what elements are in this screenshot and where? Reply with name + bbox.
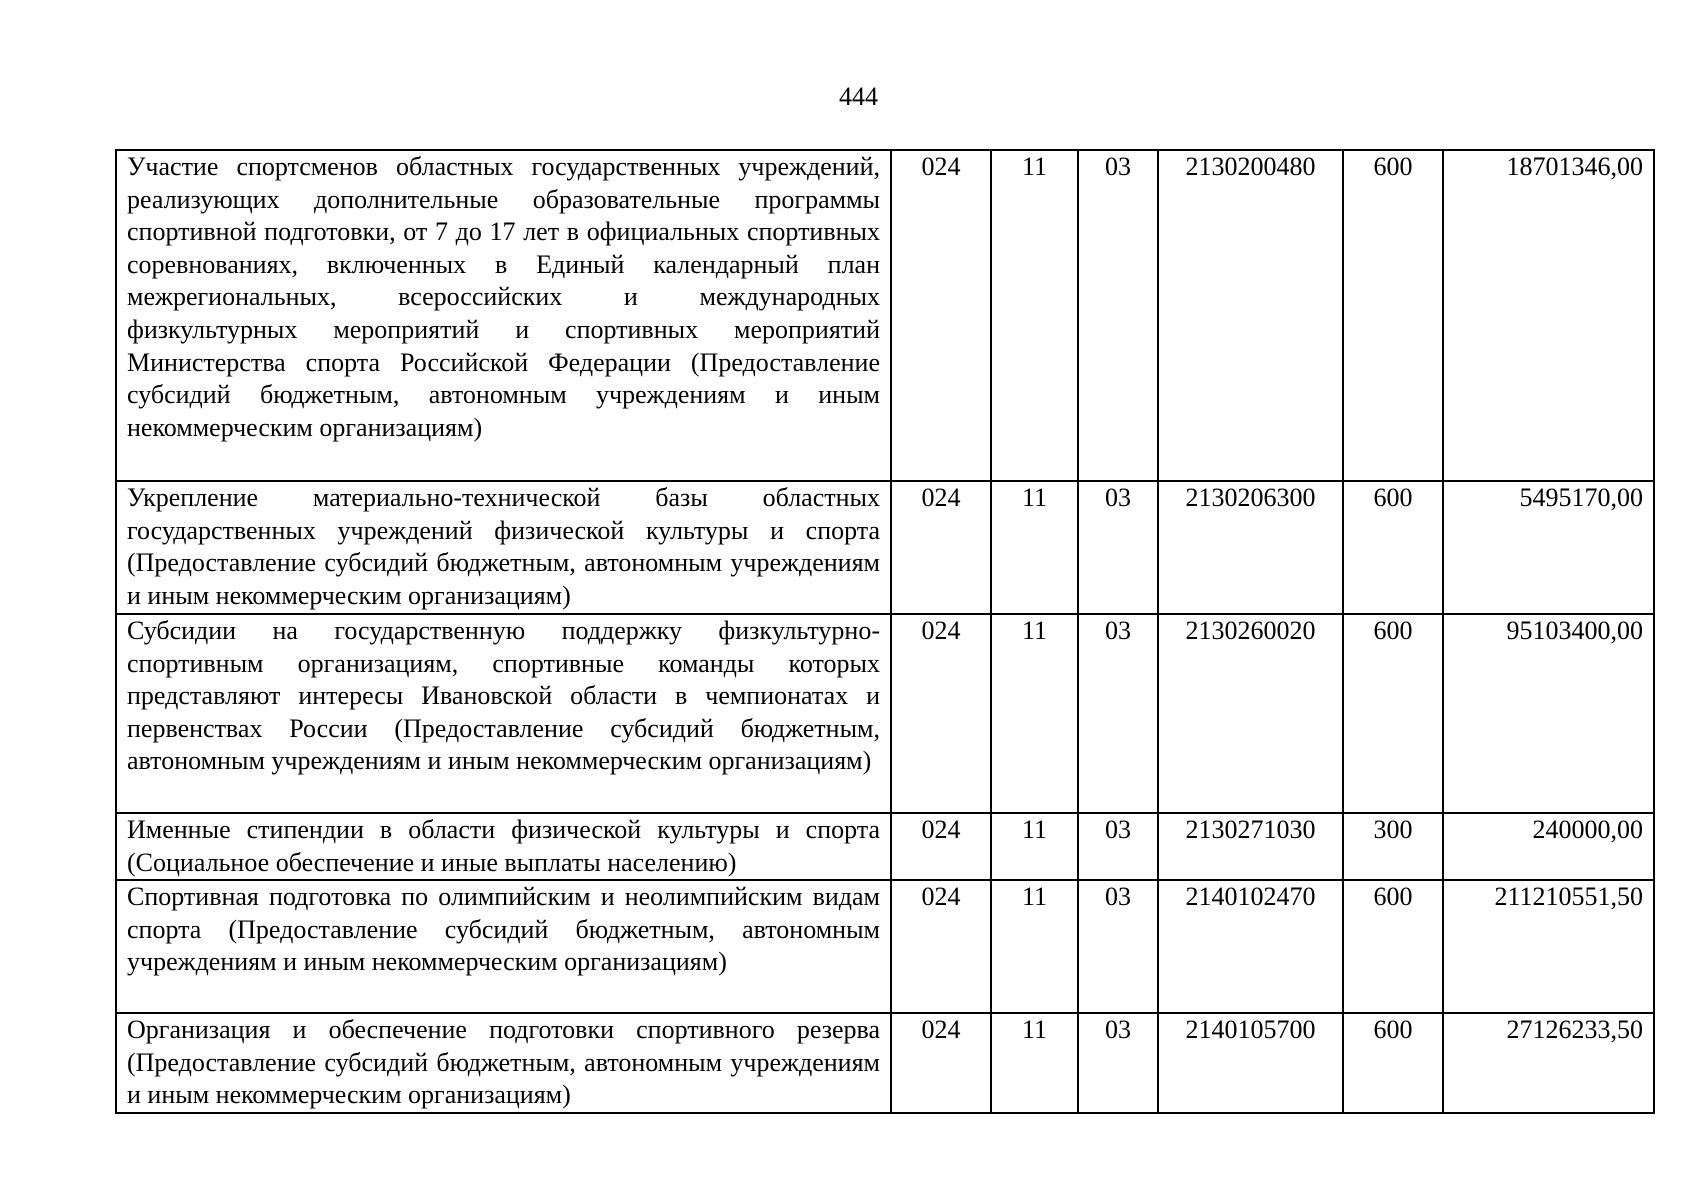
row-expense-type-code: 600: [1343, 481, 1443, 614]
row-description: Организация и обеспечение подготовки спортивного резерва (Предоставление субсидий бюджетным, автономным учреждениям и иным некоммерческим организациям): [116, 1013, 891, 1113]
row-expense-type-code: 600: [1343, 1013, 1443, 1113]
row-expense-type-code: 300: [1343, 813, 1443, 880]
row-amount: 95103400,00: [1443, 614, 1654, 813]
row-grbs-code: 024: [891, 1013, 991, 1113]
row-target-article-code: 2130271030: [1158, 813, 1343, 880]
row-subsection-code: 03: [1078, 150, 1158, 481]
row-amount: 211210551,50: [1443, 880, 1654, 1013]
row-grbs-code: 024: [891, 614, 991, 813]
row-subsection-code: 03: [1078, 813, 1158, 880]
table-row: [116, 150, 1654, 481]
row-target-article-code: 2140105700: [1158, 1013, 1343, 1113]
row-expense-type-code: 600: [1343, 150, 1443, 481]
row-section-code: 11: [991, 481, 1078, 614]
row-description: Спортивная подготовка по олимпийским и неолимпийским видам спорта (Предоставление субсидий бюджетным, автономным учреждениям и иным некоммерческим организациям): [116, 880, 891, 1013]
table-row: [116, 813, 1654, 880]
row-target-article-code: 2140102470: [1158, 880, 1343, 1013]
row-expense-type-code: 600: [1343, 614, 1443, 813]
row-section-code: 11: [991, 813, 1078, 880]
row-target-article-code: 2130200480: [1158, 150, 1343, 481]
row-amount: 18701346,00: [1443, 150, 1654, 481]
row-target-article-code: 2130260020: [1158, 614, 1343, 813]
page-number: 444: [839, 82, 878, 111]
row-description: Укрепление материально-технической базы областных государственных учреждений физической культуры и спорта (Предоставление субсидий бюджетным, автономным учреждениям и иным некоммерческим организациям): [116, 481, 891, 614]
table-row: [116, 614, 1654, 813]
row-section-code: 11: [991, 1013, 1078, 1113]
row-amount: 5495170,00: [1443, 481, 1654, 614]
row-amount: 240000,00: [1443, 813, 1654, 880]
row-amount: 27126233,50: [1443, 1013, 1654, 1113]
row-subsection-code: 03: [1078, 1013, 1158, 1113]
row-target-article-code: 2130206300: [1158, 481, 1343, 614]
row-subsection-code: 03: [1078, 481, 1158, 614]
row-section-code: 11: [991, 614, 1078, 813]
row-description: Именные стипендии в области физической культуры и спорта (Социальное обеспечение и иные выплаты населению): [116, 813, 891, 880]
row-grbs-code: 024: [891, 481, 991, 614]
row-description: Субсидии на государственную поддержку физкультурно-спортивным организациям, спортивные команды которых представляют интересы Ивановской области в чемпионатах и первенствах России (Предоставление субсидий бюджетным, автономным учреждениям и иным некоммерческим организациям): [116, 614, 891, 813]
row-subsection-code: 03: [1078, 880, 1158, 1013]
budget-table: [115, 149, 1655, 1114]
row-expense-type-code: 600: [1343, 880, 1443, 1013]
row-subsection-code: 03: [1078, 614, 1158, 813]
table-row: [116, 1013, 1654, 1113]
row-grbs-code: 024: [891, 880, 991, 1013]
table-row: [116, 880, 1654, 1013]
table-row: [116, 481, 1654, 614]
row-grbs-code: 024: [891, 150, 991, 481]
row-section-code: 11: [991, 150, 1078, 481]
row-section-code: 11: [991, 880, 1078, 1013]
row-grbs-code: 024: [891, 813, 991, 880]
row-description: Участие спортсменов областных государственных учреждений, реализующих дополнительные образовательные программы спортивной подготовки, от 7 до 17 лет в официальных спортивных соревнованиях, включенных в Единый календарный план межрегиональных, всероссийских и международных физкультурных мероприятий и спортивных мероприятий Министерства спорта Российской Федерации (Предоставление субсидий бюджетным, автономным учреждениям и иным некоммерческим организациям): [116, 150, 891, 481]
